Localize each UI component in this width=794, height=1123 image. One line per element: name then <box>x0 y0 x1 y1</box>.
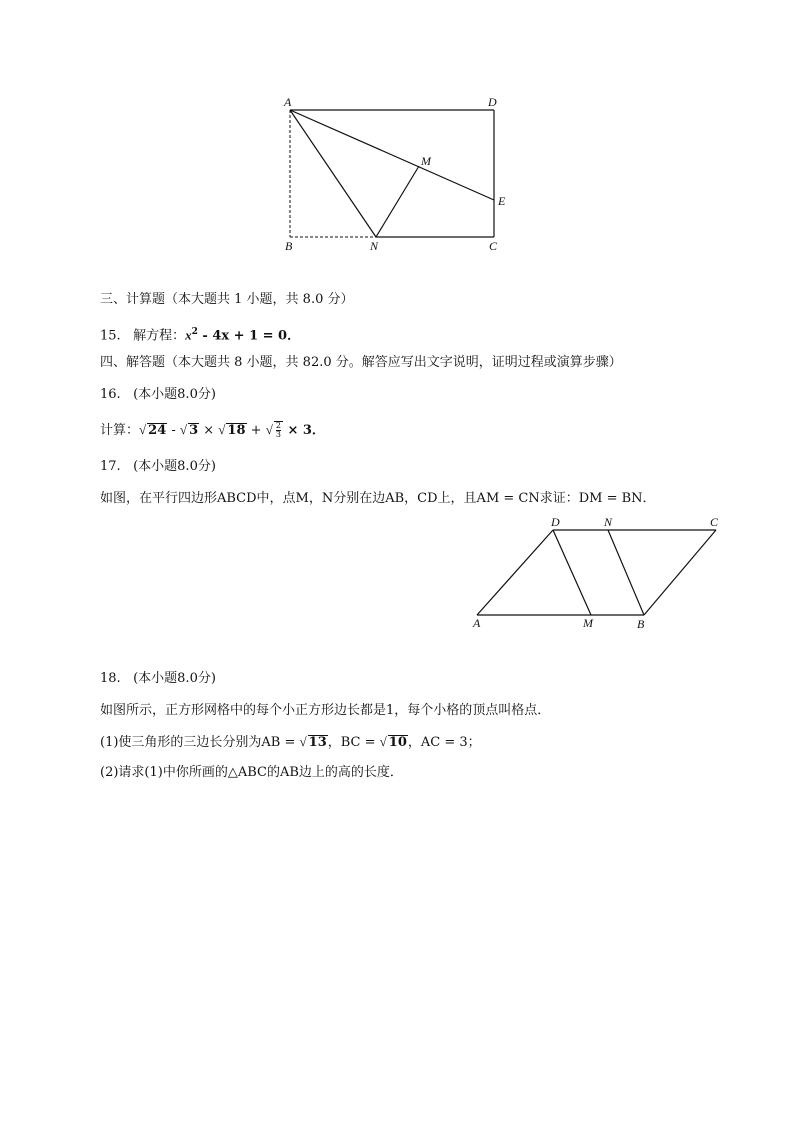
question-16-header <box>100 386 734 404</box>
radicand-10: 10 <box>388 735 407 750</box>
equation-var: x <box>185 327 192 343</box>
part-1-middle: ，BC = <box>327 735 380 750</box>
label-A: A <box>284 95 292 109</box>
label-C: C <box>710 515 719 529</box>
part-1-tail: ，AC = 3； <box>407 735 481 750</box>
radical-sign: √ <box>265 422 273 437</box>
section-3-heading: 三、计算题（本大题共 1 小题，共 8.0 分） <box>100 292 354 307</box>
question-number: 17. <box>100 459 121 474</box>
question-16-body <box>100 421 734 440</box>
question-prefix: 计算： <box>100 423 140 438</box>
radical-sign: √ <box>179 422 188 437</box>
figure-rectangle-svg <box>280 92 520 257</box>
label-D: D <box>551 515 560 529</box>
segment-AD <box>477 530 553 615</box>
question-score: (本小题8.0分) <box>133 671 216 686</box>
label-C: C <box>489 239 498 253</box>
question-18-part-1 <box>100 733 734 752</box>
question-17-header <box>100 458 734 476</box>
fraction-denominator: 3 <box>275 430 281 439</box>
fraction-numerator: 2 <box>275 421 281 430</box>
question-18-header <box>100 670 734 688</box>
expression-tail: × 3． <box>282 423 325 438</box>
radical-sign: √ <box>218 422 226 437</box>
label-N: N <box>370 239 379 253</box>
question-17-text: 如图，在平行四边形ABCD中，点M，N分别在边AB，CD上，且AM = CN求证：DM = BN． <box>100 491 656 506</box>
label-D: D <box>488 95 497 109</box>
radical-sign: √ <box>299 734 307 749</box>
question-number: 15. <box>100 328 121 344</box>
figure-parallelogram-svg <box>465 512 725 634</box>
question-score: (本小题8.0分) <box>133 459 216 474</box>
equation-rest: - 4x + 1 = 0． <box>197 328 301 344</box>
label-E: E <box>498 194 506 208</box>
segment-NB <box>608 530 644 615</box>
operator-3: + <box>246 423 266 438</box>
segment-NM <box>376 166 419 237</box>
question-prefix: 解方程： <box>133 328 186 344</box>
label-N: N <box>604 515 613 529</box>
section-4-heading: 四、解答题（本大题共 8 小题，共 82.0 分。解答应写出文字说明，证明过程或演算步骤） <box>100 355 622 370</box>
part-1-prefix: (1)使三角形的三边长分别为AB = <box>100 735 300 750</box>
question-18-intro: 如图所示，正方形网格中的每个小正方形边长都是1，每个小格的顶点叫格点． <box>100 703 551 718</box>
radical-sign: √ <box>139 422 147 437</box>
question-number: 16. <box>100 387 121 402</box>
figure-rectangle <box>280 92 520 257</box>
label-B: B <box>285 239 293 253</box>
radicand-3: 18 <box>227 423 246 438</box>
operator-2: × <box>199 423 219 438</box>
figure-parallelogram <box>465 512 725 634</box>
segment-BC <box>644 530 716 615</box>
label-M: M <box>421 154 431 168</box>
radicand-13: 13 <box>308 735 327 750</box>
question-number: 18. <box>100 671 121 686</box>
radicand-2: 3 <box>189 423 199 438</box>
label-A: A <box>473 616 481 630</box>
question-15 <box>100 323 734 345</box>
equation-exponent: 2 <box>191 327 198 337</box>
operator-1: - <box>167 423 180 438</box>
radicand-1: 24 <box>148 423 167 438</box>
label-M: M <box>583 616 593 630</box>
radicand-fraction <box>274 421 283 439</box>
question-score: (本小题8.0分) <box>133 387 216 402</box>
radical-sign: √ <box>379 734 387 749</box>
label-B: B <box>637 617 645 631</box>
segment-DM <box>553 530 591 615</box>
question-18-part-2: (2)请求(1)中你所画的△ABC的AB边上的高的长度． <box>100 765 403 780</box>
